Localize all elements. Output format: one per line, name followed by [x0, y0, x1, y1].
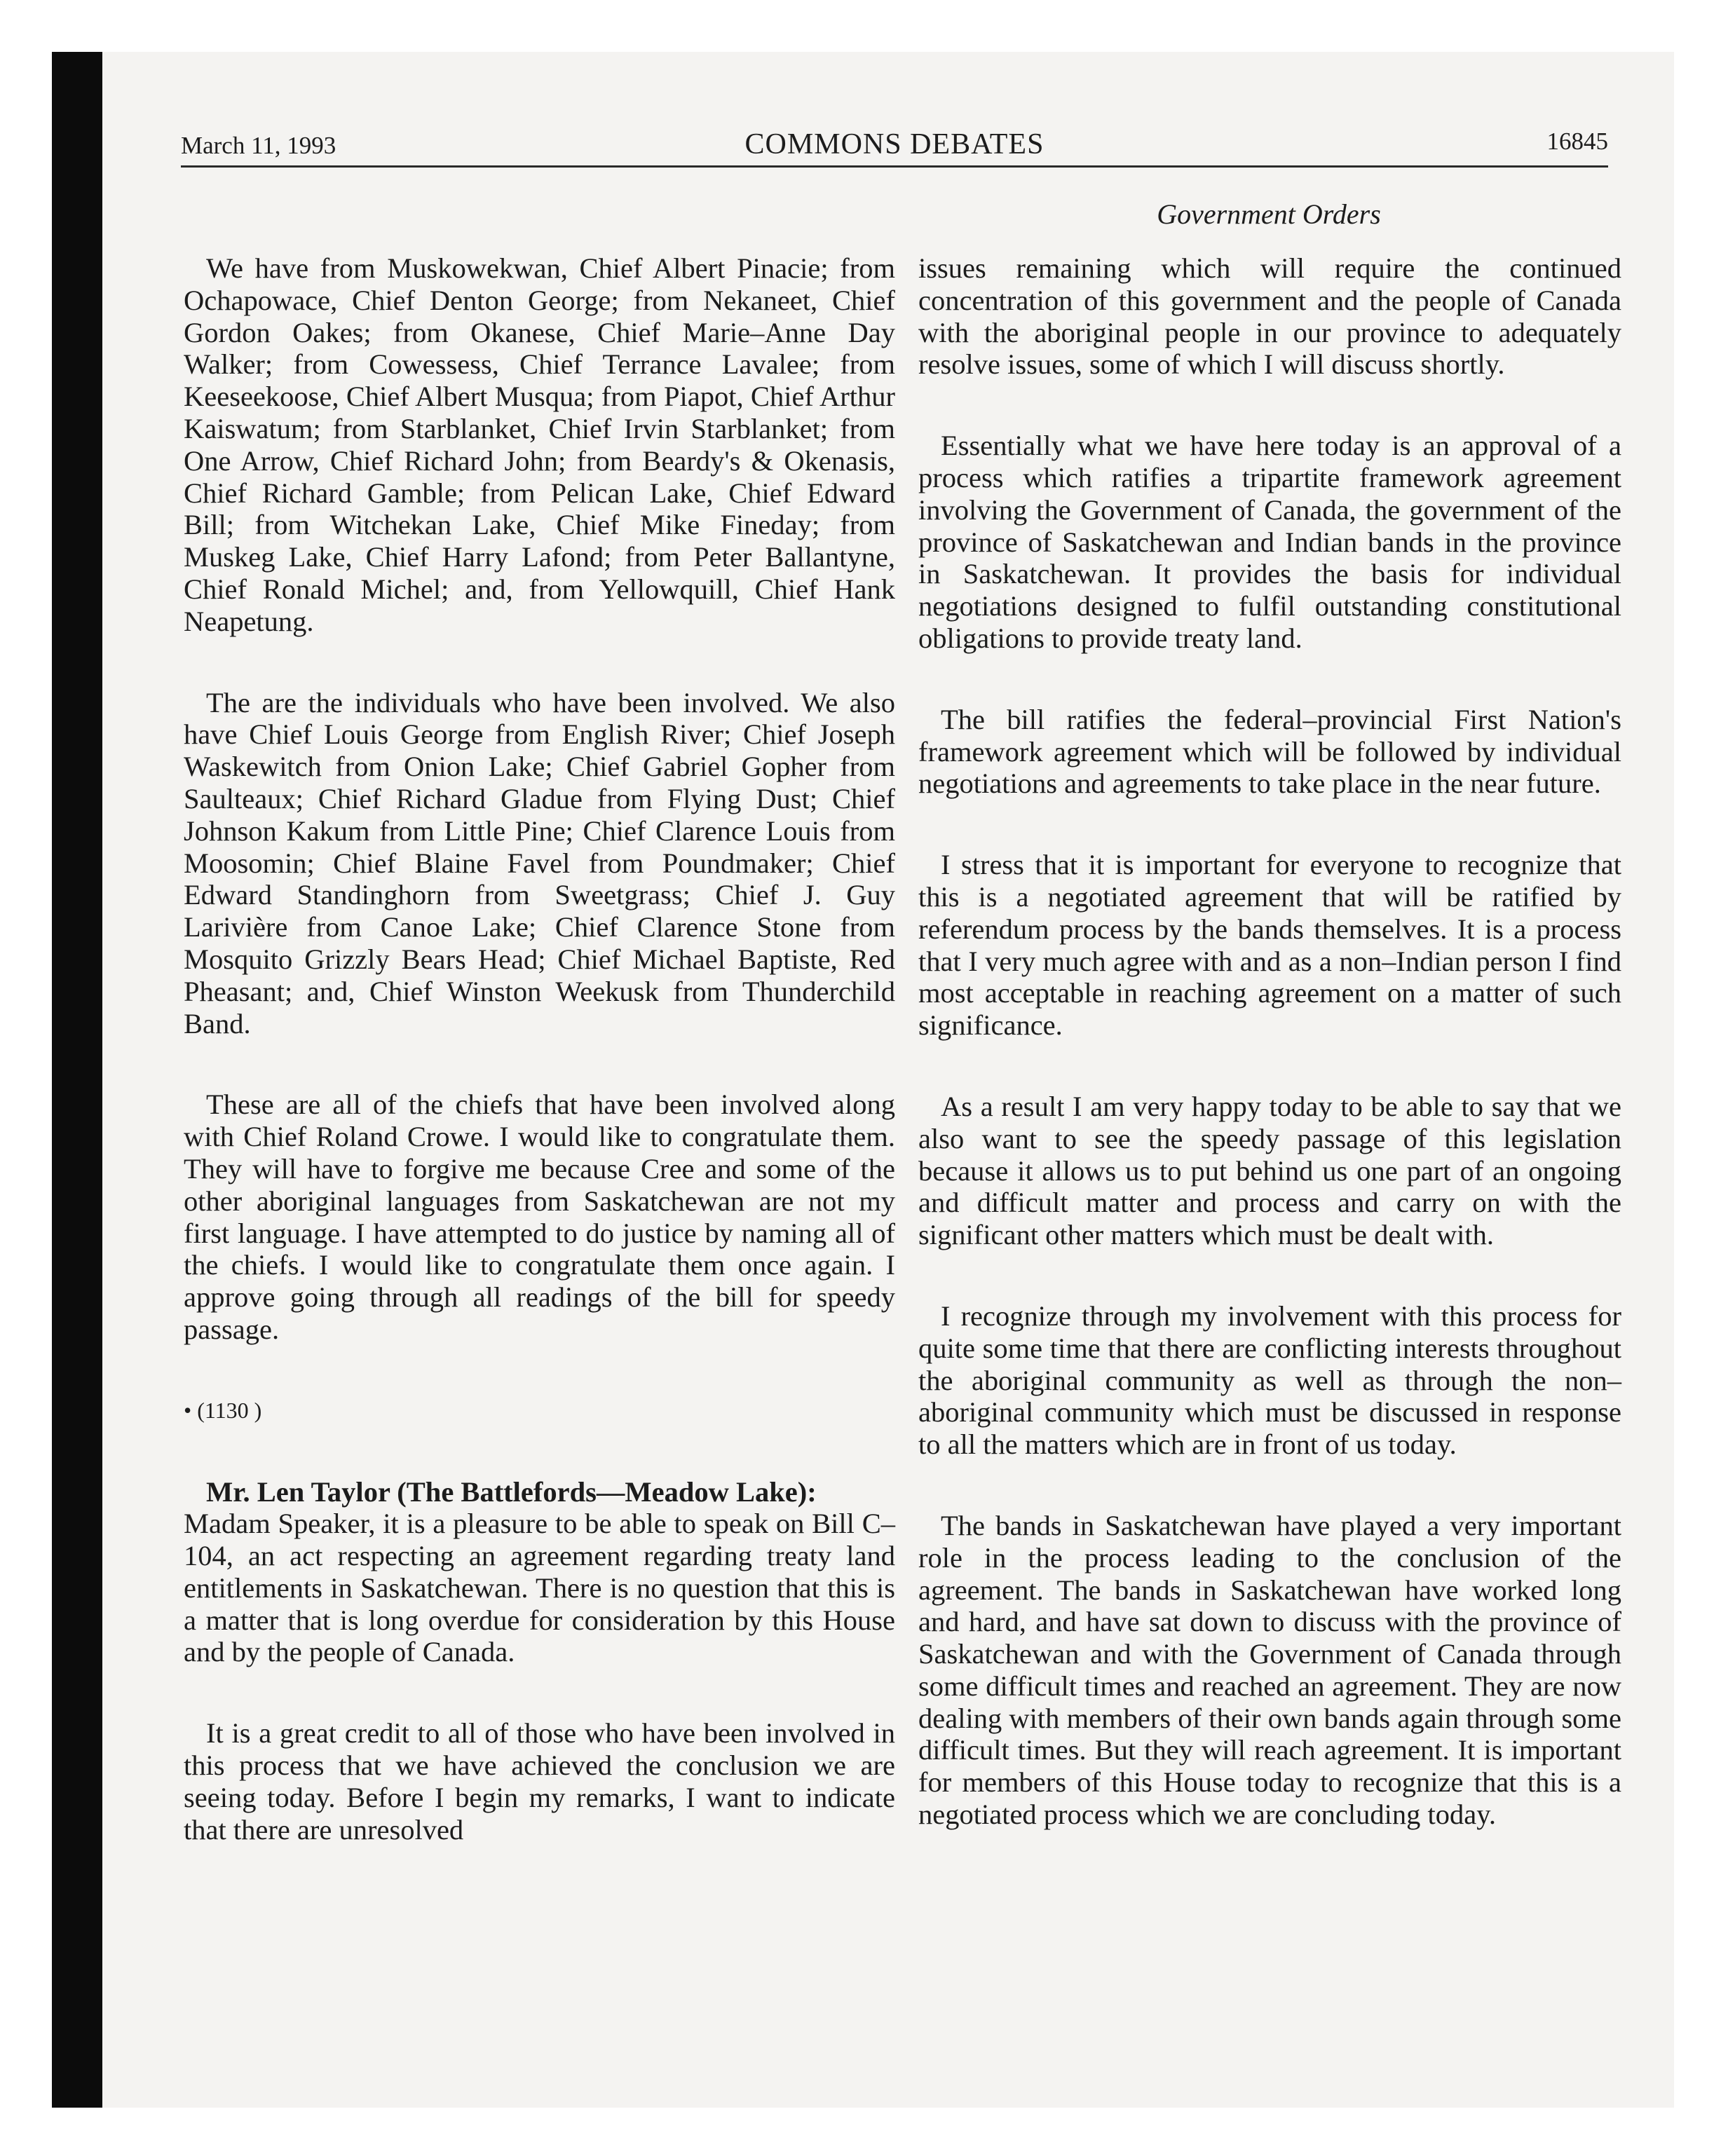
binding-edge	[52, 52, 102, 2108]
paragraph: We have from Muskowekwan, Chief Albert Pinacie; from Ochapowace, Chief Denton George; from Nekaneet, Chief Gordon Oakes; from Okanese, Chief Marie–Anne Day Walker; from Cowessess, Chief Terrance Lavalee; from Keeseekoose, Chief Albert Musqua; from Piapot, Chief Arthur Kaiswatum; from Starblanket, Chief Irvin Starblanket; from One Arrow, Chief Richard John; from Beardy's & Okenasis, Chief Richard Gamble; from Pelican Lake, Chief Edward Bill; from Witchekan Lake, Chief Mike Fineday; from Muskeg Lake, Chief Harry Lafond; from Peter Ballantyne, Chief Ronald Michel; and, from Yellowquill, Chief Hank Neapetung.	[184, 252, 895, 637]
paragraph: Essentially what we have here today is an approval of a process which ratifies a tripartite framework agreement involving the Government of Canada, the government of the province of Saskatchewan and Indian bands in the province in Saskatchewan. It provides the basis for individual negotiations designed to fulfil outstanding constitutional obligations to provide treaty land.	[918, 430, 1621, 654]
speaker-intro	[184, 1476, 895, 1508]
paragraph: I stress that it is important for everyone to recognize that this is a negotiated agreement that will be ratified by referendum process by the bands themselves. It is a process that I very much agree with and as a non–Indian person I find most acceptable in reaching agreement on a matter of such significance.	[918, 849, 1621, 1042]
paragraph: I recognize through my involvement with this process for quite some time that there are conflicting interests throughout the aboriginal community as well as through the non–aboriginal community which must be discussed in response to all the matters which are in front of us today.	[918, 1299, 1621, 1461]
paragraph: The bill ratifies the federal–provincial First Nation's framework agreement which will be followed by individual negotiations and agreements to take place in the near future.	[918, 703, 1621, 800]
time-marker: • (1130 )	[184, 1397, 262, 1423]
left-column	[184, 252, 895, 1895]
page-number: 16845	[1546, 128, 1608, 155]
paragraph: The bands in Saskatchewan have played a very important role in the process leading to the conclusion of the agreement. The bands in Saskatchewan have worked long and hard, and have sat down to discuss with the province of Saskatchewan and with the Government of Canada through some difficult times and reached an agreement. They are now dealing with members of their own bands again through some difficult times. But they will reach agreement. It is important for members of this House today to recognize that this is a negotiated process which we are concluding today.	[918, 1509, 1621, 1831]
paragraph: issues remaining which will require the continued concentration of this government and the people of Canada with the aboriginal people in our province to adequately resolve issues, some of which I will discuss shortly.	[918, 252, 1621, 381]
paragraph: These are all of the chiefs that have been involved along with Chief Roland Crowe. I would like to congratulate them. They will have to forgive me because Cree and some of the other aboriginal languages from Saskatchewan are not my first language. I have attempted to do justice by naming all of the chiefs. I would like to congratulate them once again. I approve going through all readings of the bill for speedy passage.	[184, 1089, 895, 1345]
right-column	[918, 252, 1621, 1880]
page-header	[181, 119, 1608, 168]
header-title: COMMONS DEBATES	[744, 128, 1045, 161]
paragraph: As a result I am very happy today to be able to say that we also want to see the speedy passage of this legislation because it allows us to put behind us one part of an ongoing and difficult matter and process and carry on with the significant other matters which must be dealt with.	[918, 1090, 1621, 1251]
paragraph: The are the individuals who have been involved. We also have Chief Louis George from English River; Chief Joseph Waskewitch from Onion Lake; Chief Gabriel Gopher from Saulteaux; Chief Richard Gladue from Flying Dust; Chief Johnson Kakum from Little Pine; Chief Clarence Louis from Moosomin; Chief Blaine Favel from Poundmaker; Chief Edward Standinghorn from Sweetgrass; Chief J. Guy Larivière from Canoe Lake; Chief Clarence Stone from Mosquito Grizzly Bears Head; Chief Michael Baptiste, Red Pheasant; and, Chief Winston Weekusk from Thunderchild Band.	[184, 686, 895, 1039]
header-date: March 11, 1993	[181, 132, 336, 159]
speaker-name: Mr. Len Taylor (The Battlefords—Meadow Lake):	[206, 1475, 817, 1508]
paragraph: It is a great credit to all of those who have been involved in this process that we have achieved the conclusion we are seeing today. Before I begin my remarks, I want to indicate that there are unresolved	[184, 1717, 895, 1845]
paragraph: Madam Speaker, it is a pleasure to be able to speak on Bill C–104, an act respecting an agreement regarding treaty land entitlements in Saskatchewan. There is no question that this is a matter that is long overdue for consideration by this House and by the people of Canada.	[184, 1508, 895, 1668]
section-label: Government Orders	[1157, 198, 1381, 230]
